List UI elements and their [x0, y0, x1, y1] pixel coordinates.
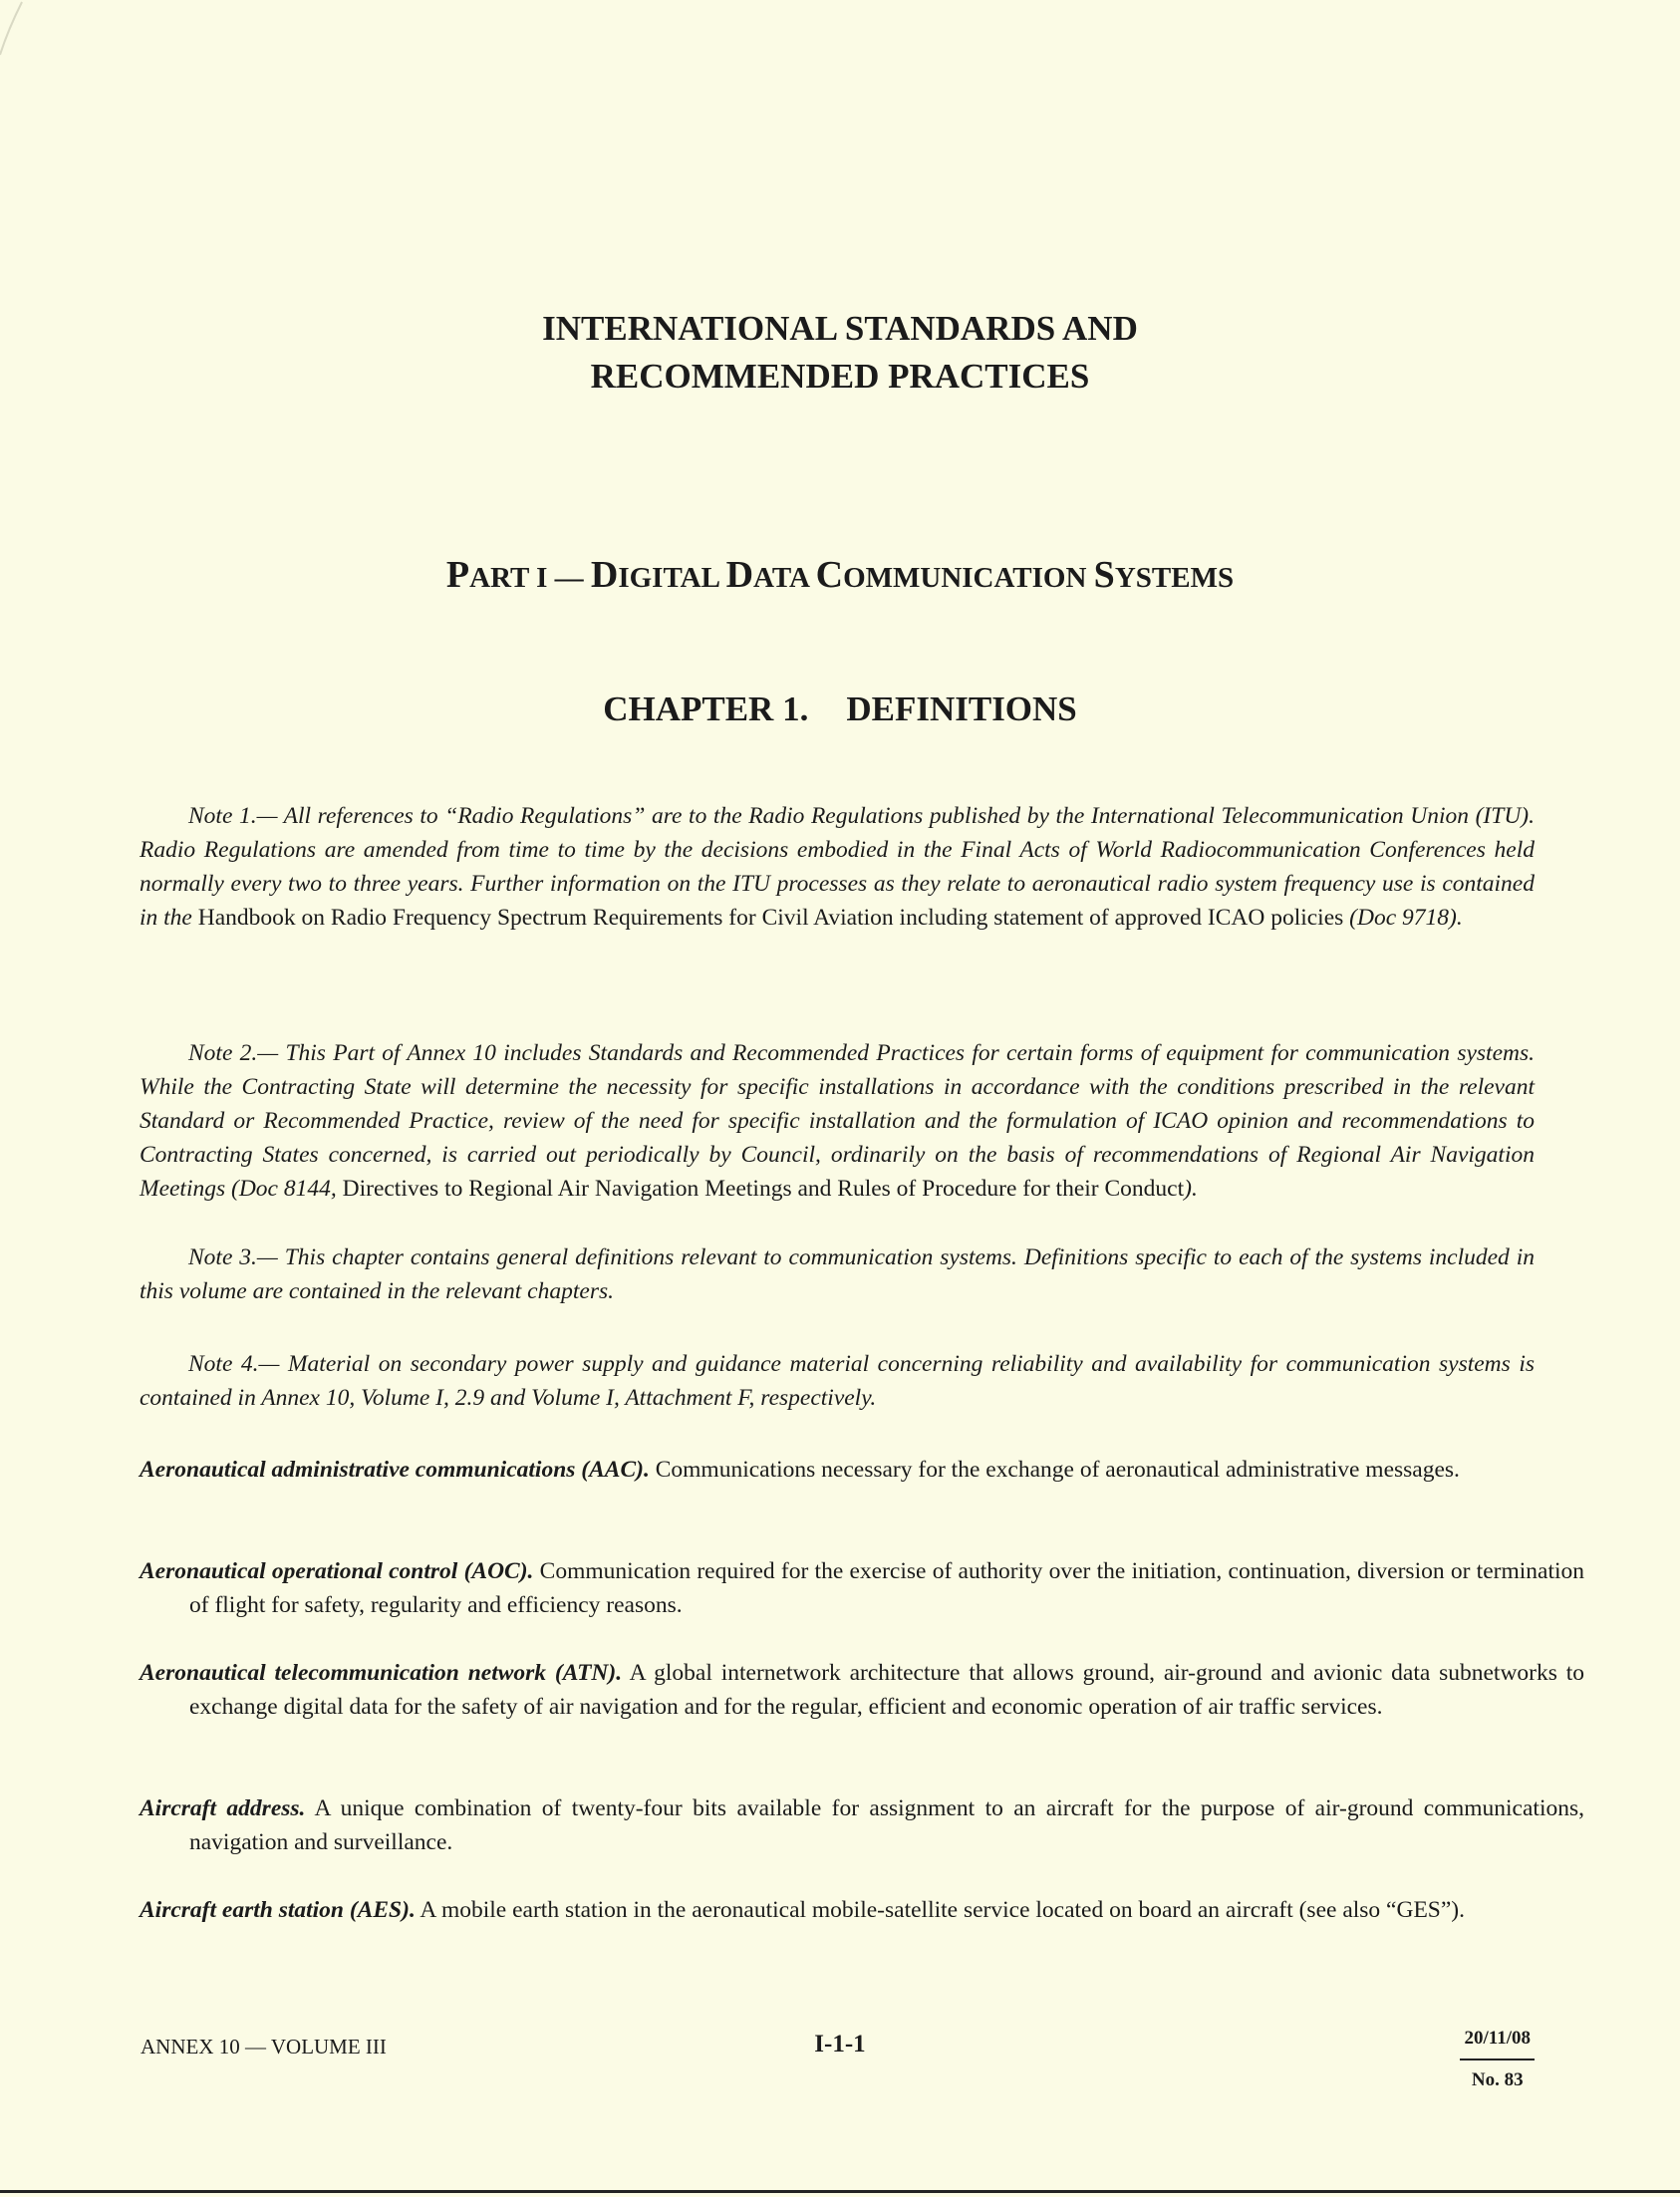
main-title-line-2: RECOMMENDED PRACTICES	[590, 357, 1090, 396]
part-word1-initial: D	[590, 554, 619, 596]
chapter-title	[0, 686, 1680, 733]
note-1	[140, 799, 1535, 935]
note-1-doc-ref: (Doc 9718).	[1349, 905, 1463, 931]
note-2-document-title: Directives to Regional Air Navigation Meetings and Rules of Procedure for their Conduct	[336, 1176, 1185, 1202]
part-word2-rest: ATA	[753, 562, 816, 594]
definition-text: Communication required for the exercise of authority over the initiation, continuation, diversion or termination of flight for safety, regularity and efficiency reasons.	[189, 1558, 1584, 1618]
footer-page-number: I-1-1	[814, 2031, 866, 2058]
part-prefix-rest: ART I —	[469, 562, 591, 594]
chapter-number: CHAPTER 1.	[603, 689, 809, 728]
definition-text: A unique combination of twenty-four bits available for assignment to an aircraft for the purpose of air-ground communications, navigation and surveillance.	[189, 1795, 1584, 1855]
definition-aircraft-address	[140, 1791, 1584, 1859]
definition-aac	[140, 1453, 1584, 1487]
definition-text: A global internetwork architecture that allows ground, air-ground and avionic data subnetworks to exchange digital data for the safety of air navigation and for the regular, efficient and economic operation of air traffic services.	[189, 1660, 1585, 1720]
note-1-document-title: Handbook on Radio Frequency Spectrum Requirements for Civil Aviation including statement of approved ICAO policies	[191, 905, 1350, 931]
footer-annex-volume: ANNEX 10 — VOLUME III	[140, 2035, 387, 2059]
part-word4-rest: YSTEMS	[1114, 562, 1235, 594]
definition-term: Aircraft earth station (AES).	[140, 1897, 416, 1923]
definition-atn	[140, 1656, 1584, 1724]
note-2-tail: ).	[1184, 1176, 1198, 1202]
note-2	[140, 1036, 1535, 1206]
part-word3-initial: C	[815, 554, 844, 596]
definition-term: Aeronautical operational control (AOC).	[140, 1558, 534, 1584]
note-3: Note 3.— This chapter contains general definitions relevant to communication systems. Definitions specific to each of the systems included in this volume are contained in the relevant chapters.	[140, 1244, 1535, 1304]
main-title-line-1: INTERNATIONAL STANDARDS AND	[542, 309, 1138, 348]
definition-term: Aeronautical telecommunication network (ATN).	[140, 1660, 623, 1686]
footer-date: 20/11/08	[1460, 2025, 1535, 2060]
note-1-italic: Note 1.— All references to “Radio Regulations” are to the Radio Regulations published by the International Telecommunication Union (ITU). Radio Regulations are amended from time to time by the decisions embodied in the Final Acts of World Radiocommunication Conferences held normally every two to three years. Further information on the ITU processes as they relate to aeronautical radio system frequency use is contained in the	[140, 803, 1535, 931]
page-corner-mark	[0, 0, 40, 60]
definition-aes	[140, 1893, 1584, 1927]
part-title	[0, 550, 1680, 603]
definition-term: Aeronautical administrative communications (AAC).	[140, 1457, 650, 1483]
definition-text: A mobile earth station in the aeronautical mobile-satellite service located on board an aircraft (see also “GES”).	[415, 1897, 1466, 1923]
part-word2-initial: D	[725, 554, 754, 596]
definition-text: Communications necessary for the exchange of aeronautical administrative messages.	[649, 1457, 1460, 1483]
part-word3-rest: OMMUNICATION	[843, 562, 1094, 594]
note-4: Note 4.— Material on secondary power supply and guidance material concerning reliability and availability for communication systems is contained in Annex 10, Volume I, 2.9 and Volume I, Attachment F, respectively.	[140, 1351, 1535, 1411]
note-2-italic: Note 2.— This Part of Annex 10 includes Standards and Recommended Practices for certain forms of equipment for communication systems. While the Contracting State will determine the necessity for specific installations in accordance with the conditions prescribed in the relevant Standard or Recommended Practice, review of the need for specific installation and the formulation of ICAO opinion and recommendations to Contracting States concerned, is carried out periodically by Council, ordinarily on the basis of recommendations of Regional Air Navigation Meetings (Doc 8144,	[140, 1040, 1535, 1202]
definition-term: Aircraft address.	[140, 1795, 306, 1821]
bottom-rule	[0, 2190, 1680, 2193]
footer-amendment-number: No. 83	[1471, 2069, 1524, 2090]
part-word4-initial: S	[1093, 554, 1115, 596]
part-prefix-initial: P	[445, 554, 470, 596]
definition-aoc	[140, 1554, 1584, 1622]
chapter-name: DEFINITIONS	[846, 689, 1077, 728]
footer-amendment-box	[1460, 2025, 1535, 2094]
part-word1-rest: IGITAL	[618, 562, 726, 594]
